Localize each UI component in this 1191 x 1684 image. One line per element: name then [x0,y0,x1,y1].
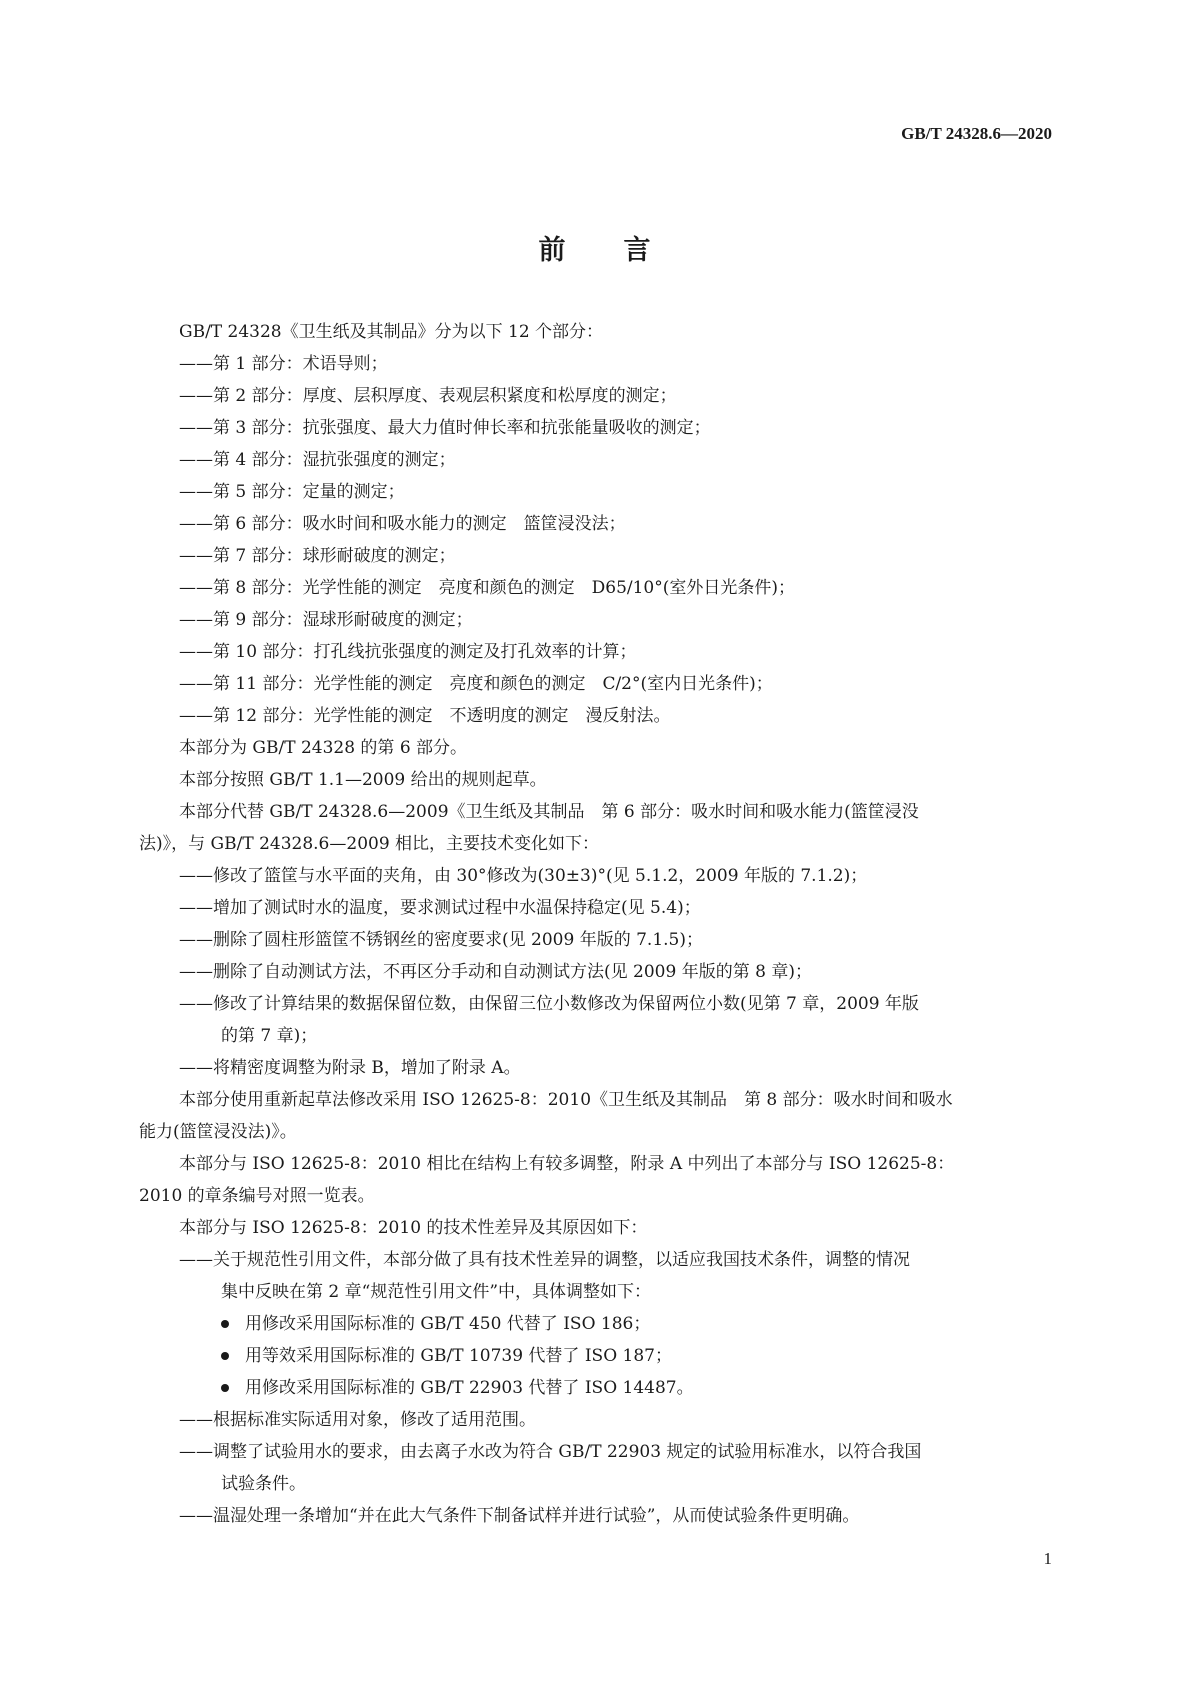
list-item [139,348,1052,380]
list-item [139,444,1052,476]
paragraph-line [139,1116,1052,1148]
line-text: ——调整了试验用水的要求，由去离子水改为符合 GB/T 22903 规定的试验用标准水，以符合我国 [179,1442,922,1462]
list-item [139,668,1052,700]
list-item [139,476,1052,508]
bullet-item [139,1308,1052,1340]
page-title [0,228,1191,267]
line-text: ——第 9 部分：湿球形耐破度的测定； [179,610,473,630]
bullet-icon [221,1384,229,1392]
line-text: 试验条件。 [221,1474,306,1494]
line-text: ——第 1 部分：术语导则； [179,354,388,374]
list-item [139,412,1052,444]
paragraph-line [139,316,1052,348]
list-item [139,1500,1052,1532]
list-item [139,636,1052,668]
document-body [139,316,1052,1532]
list-item [139,892,1052,924]
page-number: 1 [1043,1549,1052,1568]
title-char-1: 前 [538,235,568,266]
line-text: ——修改了篮筐与水平面的夹角，由 30°修改为(30±3)°(见 5.1.2，2009 年版的 7.1.2)； [179,866,868,886]
list-item [139,604,1052,636]
line-text: 法)》，与 GB/T 24328.6—2009 相比，主要技术变化如下： [139,834,600,854]
line-text: 本部分按照 GB/T 1.1—2009 给出的规则起草。 [179,770,547,790]
bullet-icon [221,1352,229,1360]
paragraph-line [139,1276,1052,1308]
line-text: ——第 7 部分：球形耐破度的测定； [179,546,456,566]
bullet-icon [221,1320,229,1328]
paragraph-line [139,1020,1052,1052]
paragraph-line [139,796,1052,828]
line-text: ——温湿处理一条增加“并在此大气条件下制备试样并进行试验”，从而使试验条件更明确。 [179,1506,860,1526]
bullet-item [139,1340,1052,1372]
line-text: ——根据标准实际适用对象，修改了适用范围。 [179,1410,536,1430]
line-text: ——关于规范性引用文件，本部分做了具有技术性差异的调整，以适应我国技术条件，调整的情况 [179,1250,910,1270]
line-text: ——第 10 部分：打孔线抗张强度的测定及打孔效率的计算； [179,642,637,662]
list-item [139,380,1052,412]
paragraph-line [139,828,1052,860]
list-item [139,860,1052,892]
line-text: ——第 2 部分：厚度、层积厚度、表观层积紧度和松厚度的测定； [179,386,677,406]
line-text: 本部分为 GB/T 24328 的第 6 部分。 [179,738,468,758]
list-item [139,700,1052,732]
line-text: 本部分与 ISO 12625-8：2010 相比在结构上有较多调整，附录 A 中列出了本部分与 ISO 12625-8： [179,1154,955,1174]
line-text: 本部分与 ISO 12625-8：2010 的技术性差异及其原因如下： [179,1218,648,1238]
paragraph-line [139,1084,1052,1116]
line-text: ——第 12 部分：光学性能的测定 不透明度的测定 漫反射法。 [179,706,671,726]
list-item [139,988,1052,1020]
title-char-2: 言 [623,235,653,266]
line-text: ——第 5 部分：定量的测定； [179,482,405,502]
line-text: 集中反映在第 2 章“规范性引用文件”中，具体调整如下： [221,1282,652,1302]
line-text: 本部分使用重新起草法修改采用 ISO 12625-8：2010《卫生纸及其制品 第 8 部分：吸水时间和吸水 [179,1090,953,1110]
line-text: 本部分代替 GB/T 24328.6—2009《卫生纸及其制品 第 6 部分：吸水时间和吸水能力(篮筐浸没 [179,802,919,822]
list-item [139,956,1052,988]
line-text: ——第 6 部分：吸水时间和吸水能力的测定 篮筐浸没法； [179,514,626,534]
list-item [139,1052,1052,1084]
list-item [139,572,1052,604]
line-text: 用修改采用国际标准的 GB/T 22903 代替了 ISO 14487。 [245,1378,694,1398]
line-text: ——第 3 部分：抗张强度、最大力值时伸长率和抗张能量吸收的测定； [179,418,711,438]
line-text: 能力(篮筐浸没法)》。 [139,1122,297,1142]
line-text: ——修改了计算结果的数据保留位数，由保留三位小数修改为保留两位小数(见第 7 章，2009 年版 [179,994,919,1014]
list-item [139,508,1052,540]
line-text: 用修改采用国际标准的 GB/T 450 代替了 ISO 186； [245,1314,651,1334]
paragraph-line [139,764,1052,796]
line-text: 的第 7 章)； [221,1026,318,1046]
line-text: 用等效采用国际标准的 GB/T 10739 代替了 ISO 187； [245,1346,672,1366]
line-text: ——第 4 部分：湿抗张强度的测定； [179,450,456,470]
line-text: ——第 8 部分：光学性能的测定 亮度和颜色的测定 D65/10°(室外日光条件)； [179,578,796,598]
paragraph-line [139,1148,1052,1180]
list-item [139,1244,1052,1276]
list-item [139,924,1052,956]
line-text: ——删除了圆柱形篮筐不锈钢丝的密度要求(见 2009 年版的 7.1.5)； [179,930,703,950]
line-text: ——第 11 部分：光学性能的测定 亮度和颜色的测定 C/2°(室内日光条件)； [179,674,773,694]
list-item [139,1404,1052,1436]
list-item [139,540,1052,572]
line-text: ——删除了自动测试方法，不再区分手动和自动测试方法(见 2009 年版的第 8 章)； [179,962,812,982]
paragraph-line [139,1468,1052,1500]
paragraph-line [139,1180,1052,1212]
bullet-item [139,1372,1052,1404]
line-text: ——增加了测试时水的温度，要求测试过程中水温保持稳定(见 5.4)； [179,898,701,918]
line-text: 2010 的章条编号对照一览表。 [139,1186,375,1206]
list-item [139,1436,1052,1468]
paragraph-line [139,1212,1052,1244]
line-text: GB/T 24328《卫生纸及其制品》分为以下 12 个部分： [179,322,604,342]
standard-number: GB/T 24328.6—2020 [901,124,1052,143]
paragraph-line [139,732,1052,764]
line-text: ——将精密度调整为附录 B，增加了附录 A。 [179,1058,521,1078]
